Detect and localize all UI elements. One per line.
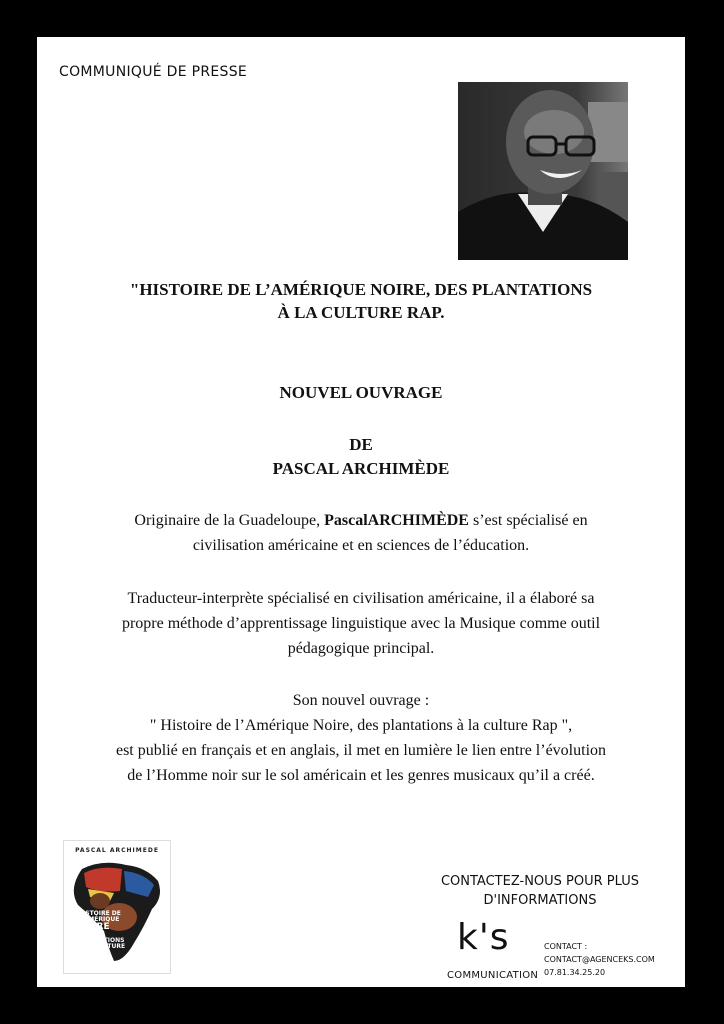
title-line-1: "HISTOIRE DE L’AMÉRIQUE NOIRE, DES PLANTATIONS [129, 280, 593, 299]
contact-label: CONTACT : [544, 942, 588, 951]
title-line-2: À LA CULTURE RAP. [277, 303, 445, 322]
author-name-heading: PASCAL ARCHIMÈDE [272, 459, 450, 478]
paragraph-translator [57, 586, 665, 661]
cover-title-line: PLANTATIONS [78, 937, 125, 944]
paragraph-new-work [57, 688, 665, 788]
book-title-heading [37, 278, 685, 324]
paragraph-new-work-line-4: de l’Homme noir sur le sol américain et les genres musicaux qu’il a créé. [127, 767, 595, 784]
paragraph-translator-line-1: Traducteur-interprète spécialisé en civilisation américaine, il a élaboré sa [127, 590, 595, 607]
paragraph-new-work-line-1: Son nouvel ouvrage : [292, 692, 430, 709]
subtitle-de: DE [349, 435, 373, 454]
origin-suffix: s’est spécialisé en [468, 512, 588, 529]
paragraph-new-work-line-2: " Histoire de l’Amérique Noire, des plantations à la culture Rap ", [149, 717, 573, 734]
agency-logo-subtitle: COMMUNICATION [447, 970, 539, 981]
author-photo [458, 82, 628, 260]
cover-title-line: HISTOIRE DE [78, 910, 121, 917]
cover-title-line: À LA CULTURE [78, 943, 126, 950]
contact-heading-line-1: CONTACTEZ-NOUS POUR PLUS [440, 874, 640, 889]
origin-prefix: Originaire de la Guadeloupe, [134, 512, 325, 529]
press-release-page [37, 37, 685, 987]
cover-title-line: NOIRE [78, 922, 110, 932]
contact-phone[interactable]: 07.81.34.25.20 [544, 968, 606, 977]
new-work-heading: NOUVEL OUVRAGE [279, 383, 443, 402]
paragraph-origin-line-1 [57, 508, 665, 533]
paragraph-origin-line-2: civilisation américaine et en sciences de l’éducation. [192, 537, 530, 554]
paragraph-new-work-line-3: est publié en français et en anglais, il met en lumière le lien entre l’évolution [115, 742, 607, 759]
book-cover-image [63, 840, 171, 974]
paragraph-translator-line-2: propre méthode d’apprentissage linguistique avec la Musique comme outil [121, 615, 601, 632]
paragraph-origin [57, 508, 665, 558]
paragraph-translator-line-3: pédagogique principal. [287, 640, 435, 657]
agency-logo: k's [457, 917, 510, 958]
book-cover-title [78, 911, 125, 959]
press-release-label: COMMUNIQUÉ DE PRESSE [59, 64, 248, 80]
cover-title-line: RAP [78, 949, 99, 959]
contact-heading-line-2: D'INFORMATIONS [483, 893, 597, 908]
contact-heading [415, 872, 665, 910]
cover-title-line: DES [78, 931, 92, 938]
book-cover-author: PASCAL ARCHIMEDE [75, 847, 159, 854]
contact-email[interactable]: CONTACT@AGENCEKS.COM [544, 955, 655, 964]
contact-info [544, 940, 655, 979]
author-name-bold: PascalARCHIMÈDE [324, 512, 469, 529]
cover-title-line: L'AMÉRIQUE [78, 916, 120, 923]
